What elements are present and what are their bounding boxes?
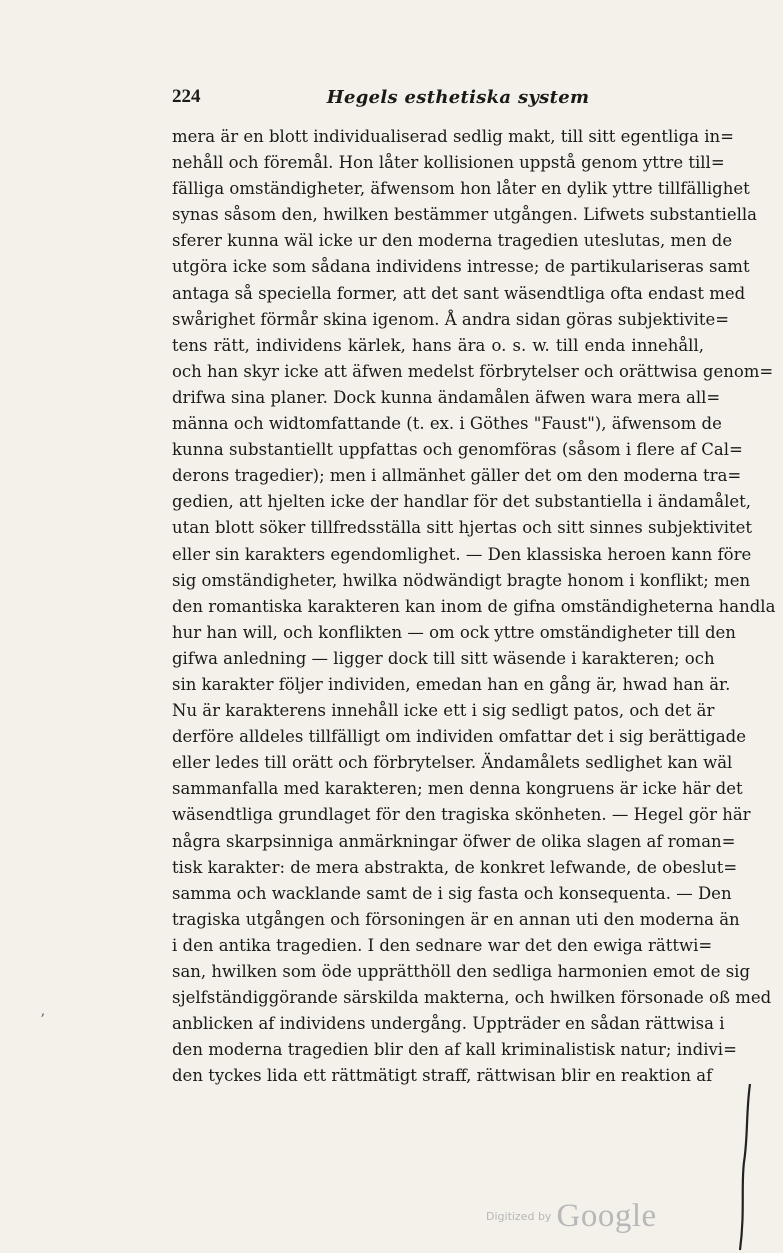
text-line: drifwa sina planer. Dock kunna ändamålen äfwen wara mera all= — [172, 387, 721, 407]
text-line: samma och wacklande samt de i sig fasta och konsequenta. — Den — [172, 883, 732, 903]
margin-scan-mark — [736, 1082, 756, 1252]
text-line: synas såsom den, hwilken bestämmer utgången. Lifwets substantiella — [172, 205, 757, 225]
watermark-prefix: Digitized by — [486, 1210, 552, 1223]
text-line: i den antika tragedien. I den sednare war det den ewiga rättwi= — [172, 935, 713, 955]
page-header — [172, 86, 704, 114]
text-line: sammanfalla med karakteren; men denna kongruens är icke här det — [172, 779, 743, 799]
text-line: och han skyr icke att äfwen medelst förbrytelser och orättwisa genom= — [172, 361, 774, 381]
text-line: några skarpsinniga anmärkningar öfwer de olika slagen af roman= — [172, 831, 736, 851]
text-line: Nu är karakterens innehåll icke ett i sig sedligt patos, och det är — [172, 701, 715, 721]
text-line: eller sin karakters egendomlighet. — Den klassiska heroen kann före — [172, 544, 752, 564]
text-line: männa och widtomfattande (t. ex. i Göthes "Faust"), äfwensom de — [172, 414, 722, 434]
text-line: derföre alldeles tillfälligt om individen omfattar det i sig berättigade — [172, 727, 747, 747]
text-line: sig omständigheter, hwilka nödwändigt bragte honom i konflikt; men — [172, 570, 751, 590]
text-line: kunna substantiellt uppfattas och genomföras (såsom i flere af Cal= — [172, 440, 743, 460]
text-line: utan blott söker tillfredsställa sitt hjertas och sitt sinnes subjektivitet — [172, 518, 753, 538]
body-text — [172, 124, 776, 1089]
text-line: den moderna tragedien blir den af kall kriminalistisk natur; indivi= — [172, 1040, 737, 1060]
text-line: san, hwilken som öde upprätthöll den sedliga harmonien emot de sig — [172, 962, 751, 981]
stray-mark: ʼ — [40, 1012, 45, 1028]
text-line: sferer kunna wäl icke ur den moderna tragedien uteslutas, men de — [172, 231, 733, 251]
digitization-watermark — [486, 1198, 657, 1238]
text-line: den romantiska karakteren kan inom de gifna omständigheterna handla — [172, 596, 776, 616]
text-line: tisk karakter: de mera abstrakta, de konkret lefwande, de obeslut= — [172, 857, 738, 877]
text-line: derons tragedier); men i allmänhet gäller det om den moderna tra= — [172, 466, 742, 486]
text-line: tens rätt, individens kärlek, hans ära o. s. w. till enda innehåll, — [172, 335, 704, 355]
text-line: sjelfständiggörande särskilda makterna, och hwilken försonade oß med — [172, 988, 772, 1008]
text-line: gifwa anledning — ligger dock till sitt wäsende i karakteren; och — [172, 648, 715, 668]
text-line: gedien, att hjelten icke der handlar för det substantiella i ändamålet, — [172, 492, 752, 512]
text-line: mera är en blott individualiserad sedlig makt, till sitt egentliga in= — [172, 127, 734, 146]
running-head: Hegels esthetiska system — [326, 87, 590, 108]
watermark-brand: Google — [556, 1198, 657, 1234]
text-line: sin karakter följer individen, emedan han en gång är, hwad han är. — [172, 674, 731, 694]
text-line: swårighet förmår skina igenom. Å andra sidan göras subjektivite= — [172, 309, 730, 329]
text-line: nehåll och föremål. Hon låter kollisionen uppstå genom yttre till= — [172, 153, 725, 173]
text-line: utgöra icke som sådana individens intresse; de partikulariseras samt — [172, 257, 750, 277]
text-line: eller ledes till orätt och förbrytelser. Ändamålets sedlighet kan wäl — [172, 753, 733, 773]
text-line: tragiska utgången och försoningen är en annan uti den moderna än — [172, 909, 740, 929]
text-line: hur han will, och konflikten — om ock yttre omständigheter till den — [172, 622, 736, 642]
text-line: anblicken af individens undergång. Uppträder en sådan rättwisa i — [172, 1014, 725, 1034]
text-line: wäsendtliga grundlaget för den tragiska skönheten. — Hegel gör här — [172, 805, 751, 825]
text-line: antaga så speciella former, att det sant wäsendtliga ofta endast med — [172, 283, 746, 303]
text-line: den tyckes lida ett rättmätigt straff, rättwisan blir en reaktion af — [172, 1066, 713, 1086]
page-number: 224 — [172, 86, 201, 107]
text-line: fälliga omständigheter, äfwensom hon låter en dylik yttre tillfällighet — [172, 179, 750, 199]
